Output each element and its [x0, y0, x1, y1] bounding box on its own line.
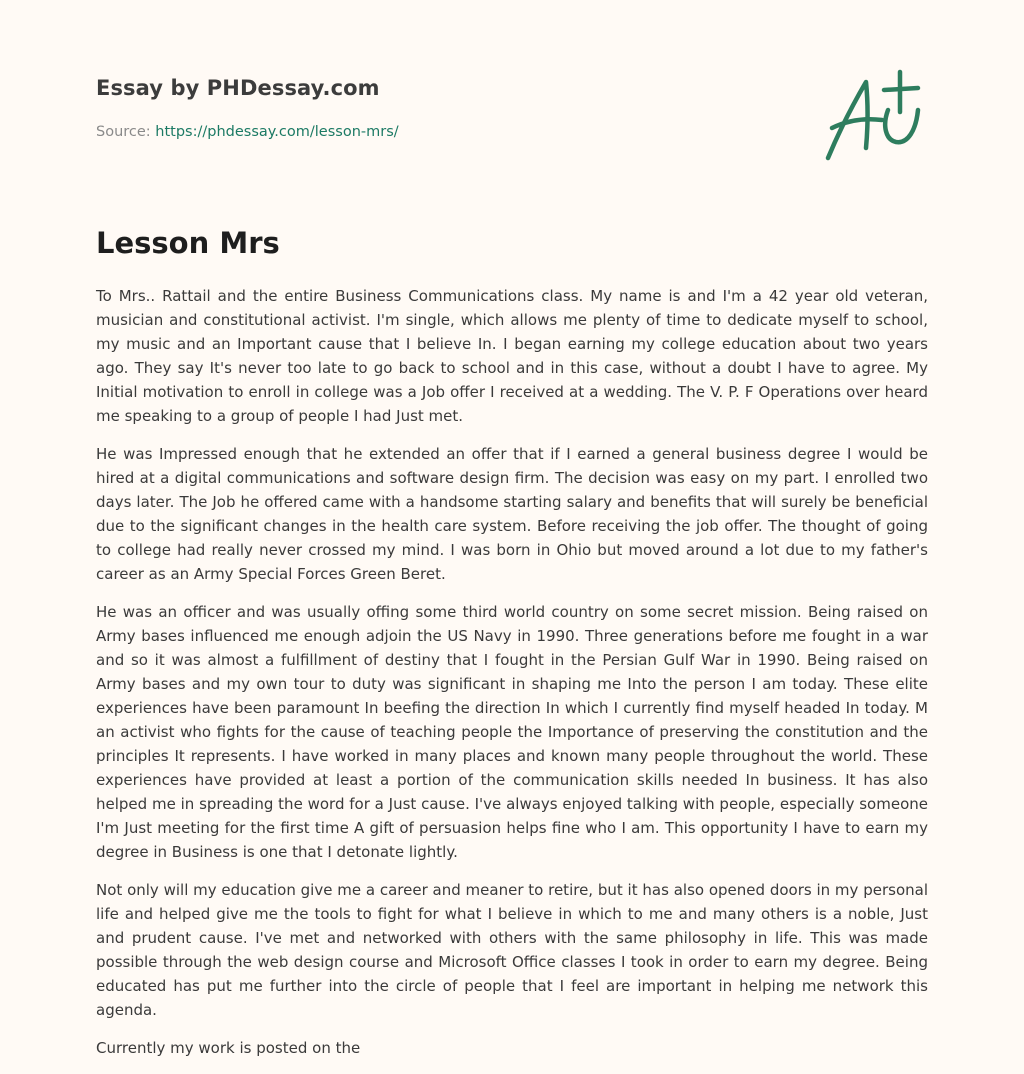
paragraph: He was an officer and was usually offing some third world country on some secret mission. Being raised on Army bases influenced me enough adjoin the US Navy in 1990. Three generations before me fought in a war and so it was almost a fulfillment of destiny that I fought in the Persian Gulf War in 1990. Being raised on Army bases and my own tour to duty was significant in shaping me Into the person I am today. These elite experiences have been paramount In beefing the direction In which I currently find myself headed In today. M an activist who fights for the cause of teaching people the Importance of preserving the constitution and the principles It represents. I have worked in many places and known many people throughout the world. These experiences have provided at least a portion of the communication skills needed In business. It has also helped me in spreading the word for a Just cause. I've always enjoyed talking with people, especially someone I'm Just meeting for the first time A gift of persuasion helps fine who I am. This opportunity I have to earn my degree in Business is one that I detonate lightly. — [96, 603, 928, 861]
source-link[interactable]: https://phdessay.com/lesson-mrs/ — [155, 124, 399, 140]
paragraph: He was Impressed enough that he extended an offer that if I earned a general business degree I would be hired at a digital communications and software design firm. The decision was easy on my part. I enrolled two days later. The Job he offered came with a handsome starting salary and benefits that will surely be beneficial due to the significant changes in the health care system. Before receiving the job offer. The thought of going to college had really never crossed my mind. I was born in Ohio but moved around a lot due to my father's career as an Army Special Forces Green Beret. — [96, 445, 928, 583]
site-title: Essay by PHDessay.com — [96, 76, 380, 100]
page-header — [96, 76, 928, 176]
source-line — [96, 124, 399, 140]
document-title: Lesson Mrs — [96, 226, 280, 260]
essay-body — [96, 284, 928, 1074]
a-plus-logo-icon — [822, 68, 926, 164]
paragraph: To Mrs.. Rattail and the entire Business Communications class. My name is and I'm a 42 year old veteran, musician and constitutional activist. I'm single, which allows me plenty of time to dedicate myself to school, my music and an Important cause that I believe In. I began earning my college education about two years ago. They say It's never too late to go back to school and in this case, without a doubt I have to agree. My Initial motivation to enroll in college was a Job offer I received at a wedding. The V. P. F Operations over heard me speaking to a group of people I had Just met. — [96, 287, 928, 425]
paragraph: Not only will my education give me a career and meaner to retire, but it has also opened doors in my personal life and helped give me the tools to fight for what I believe in which to me and many others is a noble, Just and prudent cause. I've met and networked with others with the same philosophy in life. This was made possible through the web design course and Microsoft Office classes I took in order to earn my degree. Being educated has put me further into the circle of people that I feel are important in helping me network this agenda. — [96, 881, 928, 1019]
paragraph: Currently my work is posted on the — [96, 1039, 361, 1057]
source-label: Source: — [96, 124, 156, 140]
